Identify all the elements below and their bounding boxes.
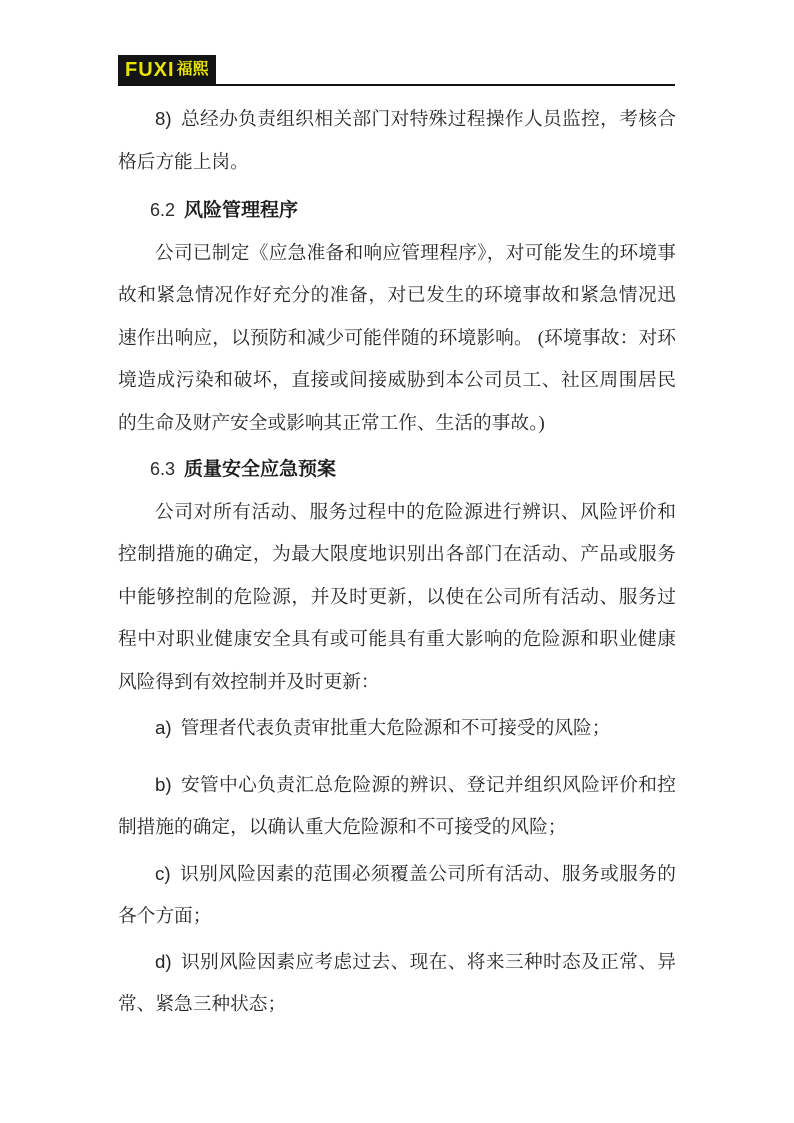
list-marker: b) bbox=[155, 773, 172, 795]
list-marker: d) bbox=[155, 950, 172, 972]
paragraph-text: 安管中心负责汇总危险源的辨识、登记并组织风险评价和控制措施的确定，以确认重大危险源和不可接受的风险； bbox=[118, 774, 676, 838]
paragraph-text: 识别风险因素应考虑过去、现在、将来三种时态及正常、异常、紧急三种状态； bbox=[118, 951, 676, 1015]
paragraph-text: 管理者代表负责审批重大危险源和不可接受的风险； bbox=[180, 718, 611, 739]
list-marker: a) bbox=[155, 717, 172, 738]
paragraph-text: 公司对所有活动、服务过程中的危险源进行辨识、风险评价和控制措施的确定，为最大限度地识别出各部门在活动、产品或服务中能够控制的危险源，并及时更新，以使在公司所有活动、服务过程中对职业健康安全具有或可能具有重大影响的危险源和职业健康风险得到有效控制并及时更新： bbox=[118, 501, 676, 693]
heading-6-2 bbox=[118, 189, 676, 233]
list-paragraph-b bbox=[118, 764, 676, 850]
company-logo bbox=[118, 55, 216, 84]
paragraph-text: 识别风险因素的范围必须覆盖公司所有活动、服务或服务的各个方面； bbox=[118, 863, 676, 927]
list-marker: c) bbox=[155, 862, 171, 884]
list-paragraph-8 bbox=[118, 98, 676, 184]
heading-6-3 bbox=[118, 448, 676, 492]
header-divider bbox=[118, 84, 675, 86]
logo-latin-text: FUXI bbox=[125, 58, 175, 81]
logo-cjk-text: 福熙 bbox=[176, 60, 209, 78]
list-paragraph-d bbox=[118, 941, 676, 1027]
list-marker: 8) bbox=[155, 108, 172, 129]
document-body bbox=[118, 98, 676, 1027]
list-paragraph-a bbox=[118, 707, 676, 751]
paragraph-risk-management bbox=[118, 233, 676, 446]
paragraph-text: 总经办负责组织相关部门对特殊过程操作人员监控，考核合格后方能上岗。 bbox=[118, 109, 676, 173]
list-paragraph-c bbox=[118, 853, 676, 939]
heading-number: 6.3 bbox=[150, 459, 176, 479]
heading-number: 6.2 bbox=[150, 200, 176, 220]
heading-title: 质量安全应急预案 bbox=[184, 459, 337, 480]
paragraph-hazard-identification bbox=[118, 492, 676, 705]
paragraph-text: 公司已制定《应急准备和响应管理程序》，对可能发生的环境事故和紧急情况作好充分的准备，对已发生的环境事故和紧急情况迅速作出响应，以预防和减少可能伴随的环境影响。 (环境事故：对环境造成污染和破坏，直接或间接威胁到本公司员工、社区周围居民的生命及财产安全或影响其正常工作、生活的事故。) bbox=[118, 242, 676, 434]
heading-title: 风险管理程序 bbox=[184, 200, 299, 221]
